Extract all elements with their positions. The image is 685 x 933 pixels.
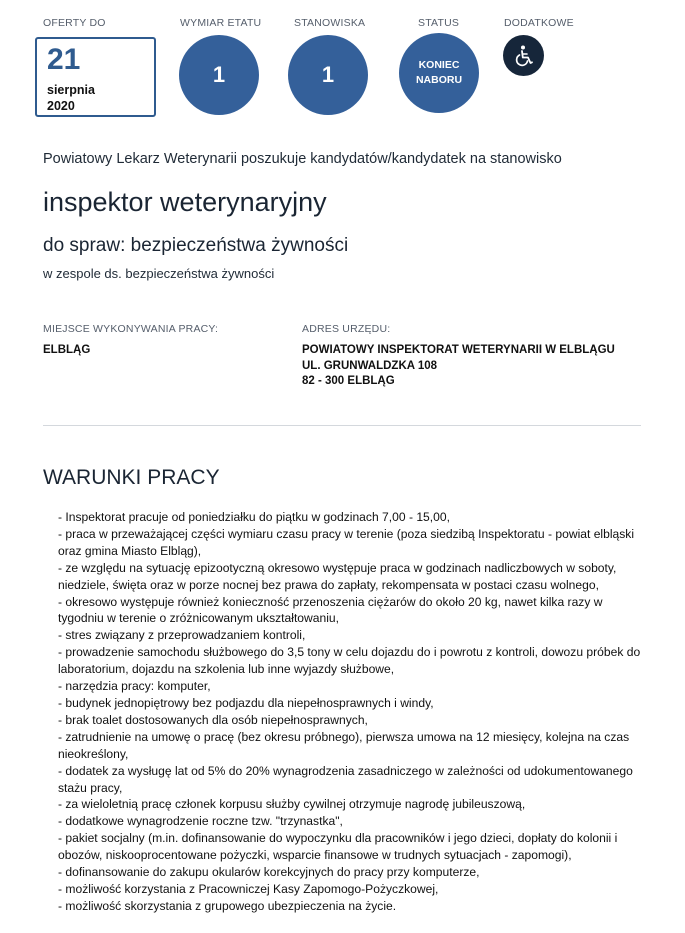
list-item: - brak toalet dostosowanych dla osób niepełnosprawnych,	[58, 712, 368, 727]
list-item: - praca w przeważającej części wymiaru czasu pracy w terenie (poza siedzibą Inspektoratu - powiat elbląski oraz gmina Miasto Elbląg),	[58, 526, 635, 558]
list-item: - stres związany z przeprowadzaniem kontroli,	[58, 628, 306, 643]
status-badge	[399, 33, 479, 113]
office-address-line-3: 82 - 300 ELBLĄG	[302, 375, 395, 387]
deadline-year: 2020	[47, 99, 75, 113]
positions-label: STANOWISKA	[294, 17, 366, 29]
offer-until-label: OFERTY DO	[43, 17, 106, 29]
list-item: - prowadzenie samochodu służbowego do 3,5 tony w celu dojazdu do i powrotu z kontroli, dowozu próbek do laboratorium, dojazdu na szkolenia lub inne wyjazdy służbowe,	[58, 645, 641, 677]
work-time-badge: 1	[179, 35, 259, 115]
list-item: - dofinansowanie do zakupu okularów korekcyjnych do pracy przy komputerze,	[58, 865, 480, 880]
list-item: - możliwość skorzystania z grupowego ubezpieczenia na życie.	[58, 898, 397, 913]
positions-badge: 1	[288, 35, 368, 115]
job-team: w zespole ds. bezpieczeństwa żywności	[43, 266, 275, 281]
list-item: - za wieloletnią pracę członek korpusu służby cywilnej otrzymuje nagrodę jubileuszową,	[58, 797, 526, 812]
deadline-date-box	[35, 37, 156, 117]
status-line-1: KONIEC	[418, 59, 460, 71]
additional-label: DODATKOWE	[504, 17, 574, 29]
offer-summary-bar	[0, 0, 685, 130]
deadline-month: sierpnia	[47, 83, 95, 97]
work-place-value: ELBLĄG	[43, 344, 91, 356]
work-conditions-title: WARUNKI PRACY	[43, 466, 220, 489]
work-conditions-list	[58, 509, 648, 915]
section-divider	[43, 425, 641, 426]
status-label: STATUS	[418, 17, 460, 29]
list-item: - dodatek za wysługę lat od 5% do 20% wynagrodzenia zasadniczego w zależności od udokumentowanego stażu pracy,	[58, 763, 633, 795]
list-item: - pakiet socjalny (m.in. dofinansowanie do wypoczynku dla pracowników i jego dzieci, dopłaty do kolonii i obozów, niskooprocentowane pożyczki, wsparcie finansowe w trudnych sytuacjach - zapomogi),	[58, 831, 618, 863]
office-address-line-1: POWIATOWY INSPEKTORAT WETERYNARII W ELBLĄGU	[302, 344, 615, 356]
job-title: inspektor weterynaryjny	[43, 187, 327, 217]
list-item: - dodatkowe wynagrodzenie roczne tzw. "trzynastka",	[58, 814, 343, 829]
list-item: - narzędzia pracy: komputer,	[58, 679, 211, 694]
list-item: - okresowo występuje również konieczność przenoszenia ciężarów do około 20 kg, nawet kilka razy w tygodniu w terenie o zróżnicowanym ukształtowaniu,	[58, 594, 603, 626]
list-item: - budynek jednopiętrowy bez podjazdu dla niepełnosprawnych i windy,	[58, 695, 434, 710]
status-line-2: NABORU	[415, 74, 463, 86]
list-item: - Inspektorat pracuje od poniedziałku do piątku w godzinach 7,00 - 15,00,	[58, 510, 450, 524]
office-address-label: ADRES URZĘDU:	[302, 323, 391, 335]
work-place-label: MIEJSCE WYKONYWANIA PRACY:	[43, 323, 219, 335]
office-address-line-2: UL. GRUNWALDZKA 108	[302, 359, 438, 372]
offer-intro: Powiatowy Lekarz Weterynarii poszukuje kandydatów/kandydatek na stanowisko	[43, 151, 562, 167]
list-item: - możliwość korzystania z Pracowniczej Kasy Zapomogo-Pożyczkowej,	[58, 881, 439, 896]
office-address	[302, 343, 615, 390]
list-item: - zatrudnienie na umowę o pracę (bez okresu próbnego), pierwsza umowa na 12 miesięcy, kolejna na czas nieokreślony,	[58, 729, 630, 761]
deadline-day: 21	[47, 43, 81, 76]
wheelchair-accessibility-icon	[503, 35, 544, 76]
job-subtitle: do spraw: bezpieczeństwa żywności	[43, 235, 349, 256]
work-time-label: WYMIAR ETATU	[180, 17, 262, 29]
list-item: - ze względu na sytuację epizootyczną okresowo występuje praca w godzinach nadliczbowych w soboty, niedziele, święta oraz w porze nocnej bez prawa do zapłaty, rekompensata w postaci czasu wolnego,	[58, 560, 617, 592]
